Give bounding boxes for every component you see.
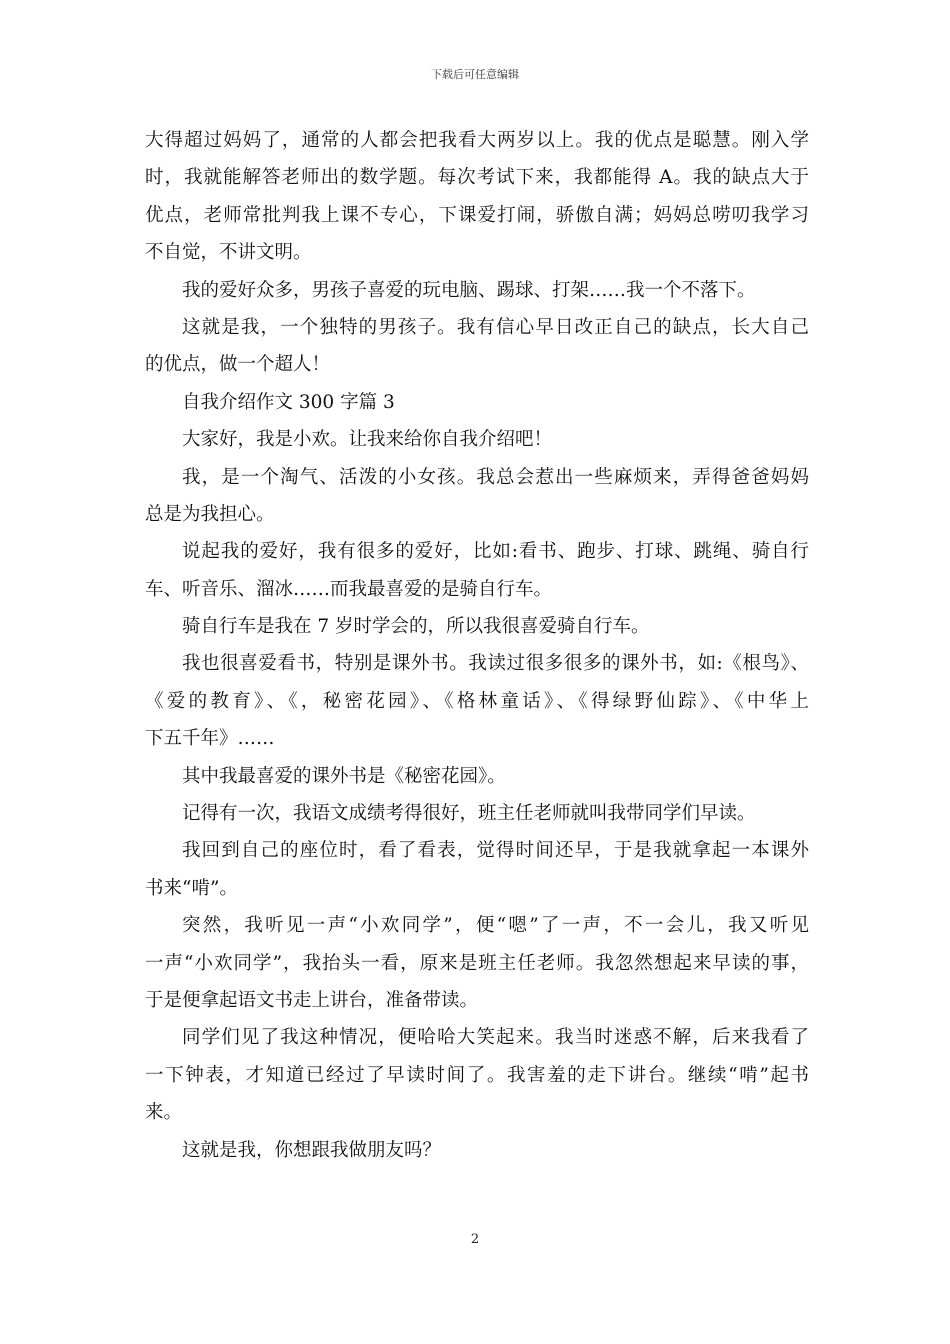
- text-line: 我回到自己的座位时，看了看表，觉得时间还早，于是我就拿起一本课外: [182, 840, 809, 862]
- text-line: 总是为我担心。: [145, 503, 275, 525]
- text-line: 我，是一个淘气、活泼的小女孩。我总会惹出一些麻烦来，弄得爸爸妈妈: [182, 466, 809, 488]
- text-line: 我的爱好众多，男孩子喜爱的玩电脑、踢球、打架……我一个不落下。: [182, 279, 756, 301]
- text-line: 大得超过妈妈了，通常的人都会把我看大两岁以上。我的优点是聪慧。刚入学: [145, 130, 809, 151]
- text-line: 《爱的教育》、《，秘密花园》、《格林童话》、《得绿野仙踪》、《中华上: [145, 690, 809, 712]
- text-line: 来。: [145, 1102, 183, 1124]
- page-number: 2: [470, 1232, 480, 1247]
- page-header: 下载后可任意编辑: [431, 68, 519, 81]
- text-line: 一下钟表，才知道已经过了早读时间了。我害羞的走下讲台。继续“啃”起书: [145, 1064, 809, 1086]
- text-line: 于是便拿起语文书走上讲台，准备带读。: [145, 989, 479, 1011]
- text-line: 这就是我，你想跟我做朋友吗？: [182, 1139, 442, 1161]
- text-line: 大家好，我是小欢。让我来给你自我介绍吧！: [182, 429, 553, 451]
- text-line: 我也很喜爱看书，特别是课外书。我读过很多很多的课外书，如:《根鸟》、: [182, 653, 809, 675]
- text-line: 这就是我，一个独特的男孩子。我有信心早日改正自己的缺点，长大自己: [182, 316, 809, 338]
- text-line: 不自觉，不讲文明。: [145, 242, 312, 264]
- text-line: 下五千年》……: [145, 728, 275, 750]
- text-line: 的优点，做一个超人！: [145, 354, 331, 376]
- text-line: 车、听音乐、溜冰……而我最喜爱的是骑自行车。: [145, 578, 553, 600]
- text-line: 其中我最喜爱的课外书是《秘密花园》。: [182, 765, 506, 787]
- text-line: 书来“啃”。: [145, 877, 238, 899]
- text-line: 骑自行车是我在 7 岁时学会的，所以我很喜爱骑自行车。: [182, 616, 650, 638]
- document-body: [145, 122, 809, 1169]
- text-line: 时，我就能解答老师出的数学题。每次考试下来，我都能得 A。我的缺点大于: [145, 167, 809, 189]
- text-line: 优点，老师常批判我上课不专心，下课爱打闹，骄傲自满；妈妈总唠叨我学习: [145, 204, 809, 226]
- text-line: 同学们见了我这种情况，便哈哈大笑起来。我当时迷惑不解，后来我看了: [182, 1027, 809, 1049]
- text-line: 自我介绍作文 300 字篇 3: [182, 391, 395, 413]
- text-line: 突然，我听见一声“小欢同学”，便“嗯”了一声，不一会儿，我又听见: [182, 915, 809, 937]
- text-line: 记得有一次，我语文成绩考得很好，班主任老师就叫我带同学们早读。: [182, 803, 756, 825]
- text-line: 一声“小欢同学”，我抬头一看，原来是班主任老师。我忽然想起来早读的事，: [145, 952, 809, 974]
- text-line: 说起我的爱好，我有很多的爱好，比如:看书、跑步、打球、跳绳、骑自行: [182, 541, 809, 563]
